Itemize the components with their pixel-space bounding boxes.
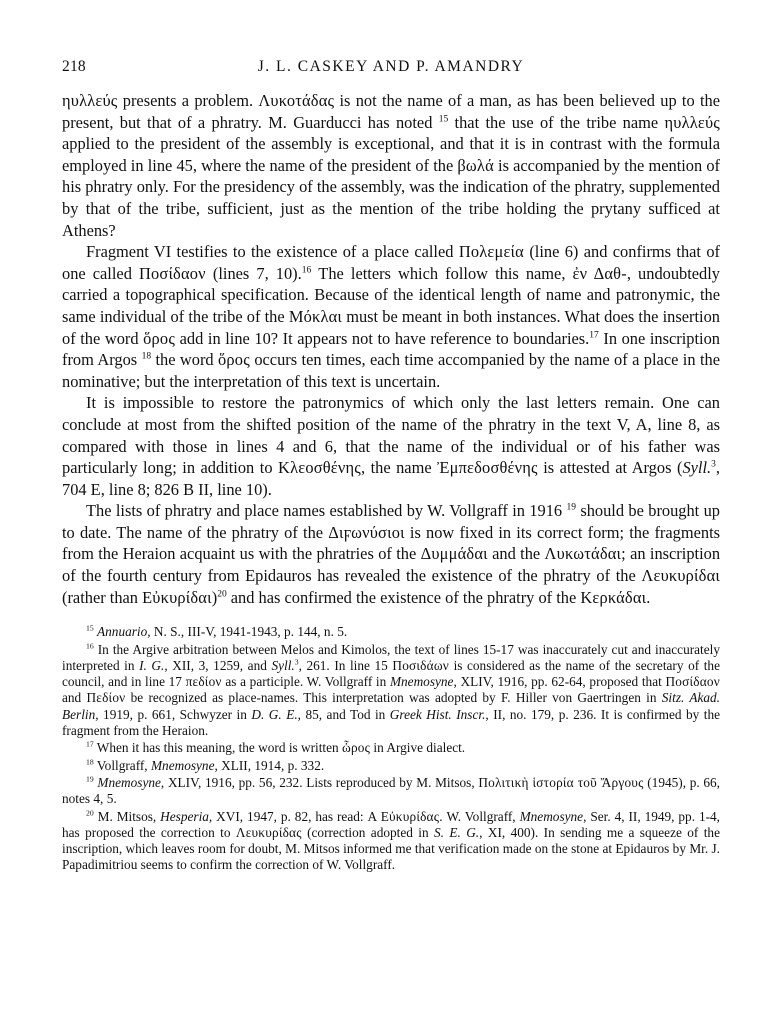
- text-run: It is impossible to restore the patronymics of which only the last letters remain. One can conclude at most from the shifted position of the name of the phratry in the text V, A, line 8, as compared with those in lines 4 and 6, that the name of the individual or of his father was particularly long; in addition to: [62, 393, 720, 478]
- text-run: in Argive dialect.: [370, 740, 466, 756]
- greek-text: Δυμμάδαι: [420, 544, 488, 564]
- italic-text: Mnemosyne: [97, 774, 161, 790]
- italic-text: Annuario: [97, 624, 148, 640]
- text-run: , XI, 400). In sending me a squeeze of the inscription, which leaves room for doubt, M. Mitsos informed me that verification made on the stone at Epidauros by Mr. J. Papadimitriou seems to confirm the correction of W. Vollgraff.: [62, 824, 720, 873]
- text-run: (rather than: [62, 587, 143, 607]
- greek-text: Κερκάδαι: [580, 587, 647, 607]
- footnote-ref: 3: [711, 459, 716, 470]
- paragraph: [62, 241, 720, 392]
- greek-text: ἐν Δαθ-: [572, 263, 627, 283]
- footnotes: [62, 624, 720, 873]
- text-run: that the use of the tribe name: [448, 112, 665, 132]
- text-run: , XLIV, 1916, pp. 56, 232. Lists reproduced by M. Mitsos,: [160, 774, 479, 790]
- text-run: is attested at Argos (: [537, 458, 683, 478]
- text-run: , 1919, p. 661, Schwyzer in: [95, 706, 252, 722]
- text-run: the word: [151, 350, 219, 370]
- footnote-ref: 18: [86, 757, 94, 767]
- paragraph: [62, 500, 720, 608]
- text-run: , 261. In line 15: [298, 657, 393, 673]
- greek-text: Ἐμπεδοσθένης: [437, 458, 538, 478]
- text-run: When it has this meaning, the word is written: [93, 740, 342, 756]
- greek-text: Πολεμεία: [458, 242, 524, 262]
- greek-text: Εὐκυρίδαι: [142, 587, 212, 607]
- footnote-ref: 16: [86, 641, 94, 651]
- greek-text: ὅρος: [143, 328, 176, 348]
- footnote-ref: 18: [141, 351, 152, 362]
- text-run: .: [646, 587, 651, 607]
- text-run: ; an inscription of the fourth century from Epidauros has revealed the existence of the phratry of the: [62, 544, 721, 586]
- footnote-ref: 15: [438, 114, 449, 125]
- footnote-ref: 17: [589, 330, 599, 341]
- italic-text: Mnemosyne: [150, 757, 215, 773]
- page: [62, 58, 720, 874]
- greek-text: Ποσιδάων: [392, 657, 449, 673]
- greek-text: ὅρος: [218, 350, 250, 370]
- text-run: , 704 E, line 8; 826 B II, line 10).: [62, 458, 720, 499]
- greek-text: Πεδίον: [86, 690, 126, 706]
- text-run: and has confirmed the existence of the phratry of the: [226, 587, 581, 607]
- italic-text: Sitz. Akad. Berlin: [62, 690, 720, 722]
- italic-text: I. G.: [139, 657, 165, 673]
- footnote: [62, 642, 720, 740]
- paragraph: [62, 90, 720, 241]
- text-run: M. Mitsos,: [93, 808, 161, 824]
- greek-text: βωλά: [457, 155, 494, 175]
- text-run: , Ser. 4, II, 1949, pp. 1-4, has proposed the correction to: [62, 808, 721, 840]
- text-run: is not the name of a man, as has been believed up to the present, but that of a phratry. M. Guarducci has noted: [62, 91, 720, 132]
- running-title: J. L. CASKEY AND P. AMANDRY: [257, 58, 525, 75]
- text-run: and the: [487, 544, 545, 564]
- page-number: 218: [62, 58, 86, 75]
- text-run: is accompanied by the mention of his phratry only. For the presidency of the assembly, was the indication of the phratry, supplemented by that of the tribe, sufficient, just as the mention of the tribe holding the prytany sufficed at Athens?: [62, 155, 721, 240]
- italic-text: Hesperia: [160, 808, 209, 824]
- text-run: (correction adopted in: [301, 824, 435, 840]
- greek-text: Μόκλαι: [288, 306, 343, 326]
- italic-text: D. G. E.: [251, 706, 298, 722]
- text-run: . W. Vollgraff,: [439, 808, 520, 824]
- text-run: The lists of phratry and place names established by W. Vollgraff in 1916: [86, 501, 567, 521]
- text-run: (1945), p. 66, notes 4, 5.: [62, 774, 721, 807]
- text-run: should be brought up to date. The name of the phratry of the: [62, 501, 720, 542]
- footnote: [62, 758, 720, 774]
- text-run: and: [62, 690, 87, 706]
- greek-text: ηυλλεύς: [664, 112, 720, 132]
- footnote: [62, 775, 720, 808]
- footnote: [62, 624, 720, 640]
- footnote-ref: 16: [301, 265, 312, 276]
- text-run: presents a problem.: [117, 91, 259, 110]
- greek-text: Ποσίδαον: [665, 674, 720, 690]
- text-run: Vollgraff,: [93, 757, 151, 773]
- text-run: must be meant in both instances. What does the insertion of the word: [62, 306, 720, 348]
- greek-text: Ποσίδαον: [138, 263, 206, 283]
- greek-text: Α Εὐκυρίδας: [367, 808, 440, 824]
- text-run: , undoubtedly carried a topographical specification. Because of the identical length of name and patronymic, the same individual of the tribe of the: [62, 263, 720, 326]
- text-run: (line 6) and confirms that of one called: [62, 242, 721, 283]
- footnote-ref: 3: [294, 657, 299, 667]
- text-run: as a participle. W. Vollgraff in: [221, 674, 390, 690]
- running-header: [62, 58, 720, 82]
- greek-text: Λυκωτάδαι: [544, 544, 622, 564]
- text-run: be recognized as place-names. This interpretation was adopted by F. Hiller von Gaertringen in: [125, 690, 662, 706]
- text-run: add in line 10? It appears not to have reference to boundaries.: [175, 328, 590, 348]
- paragraph: [62, 392, 720, 500]
- greek-text: Λευκυρίδας: [235, 824, 302, 840]
- footnote-ref: 20: [86, 808, 94, 818]
- italic-text: Mnemosyne: [389, 674, 454, 690]
- text-run: , XLII, 1914, p. 332.: [214, 757, 325, 773]
- text-run: , XII, 3, 1259, and: [164, 657, 272, 673]
- footnote-ref: 19: [566, 502, 576, 513]
- text-run: ): [211, 587, 218, 607]
- footnote: [62, 740, 720, 756]
- text-run: , the name: [360, 458, 438, 478]
- footnote-ref: 19: [86, 774, 94, 784]
- text-run: occurs ten times, each time accompanied by the name of a place in the nominative; but the interpretation of this text is uncertain.: [62, 350, 720, 391]
- text-run: , XVI, 1947, p. 82, has read:: [208, 808, 368, 824]
- text-run: , II, no. 179, p. 236. It is confirmed by the fragment from the Heraion.: [62, 706, 721, 739]
- greek-text: Πολιτικὴ ἱστορία τοῦ Ἄργους: [478, 774, 644, 790]
- main-text: [62, 90, 720, 608]
- text-run: applied to the president of the assembly is exceptional, and that it is in contrast with the formula employed in line 45, where the name of the president of the: [62, 134, 720, 175]
- greek-text: ηυλλεύς: [62, 91, 118, 110]
- greek-text: Κλεοσθένης: [278, 458, 361, 478]
- italic-text: Greek Hist. Inscr.: [389, 706, 486, 722]
- text-run: The letters which follow this name,: [311, 263, 573, 283]
- footnote-ref: 15: [86, 623, 94, 633]
- text-run: Fragment VI testifies to the existence of a place called: [86, 242, 459, 262]
- italic-text: S. E. G.: [434, 824, 480, 840]
- text-run: In one inscription from Argos: [62, 328, 720, 370]
- greek-text: Λυκοτάδας: [258, 91, 335, 110]
- text-run: , N. S., III-V, 1941-1943, p. 144, n. 5.: [147, 624, 348, 640]
- greek-text: πεδίον: [185, 674, 222, 690]
- italic-text: Syll.: [271, 657, 295, 673]
- greek-text: ὧρος: [342, 740, 371, 756]
- text-run: is considered as the name of the secretary of the council, and in line 17: [62, 657, 720, 690]
- text-run: In the Argive arbitration between Melos and Kimolos, the text of lines 15-17 was inaccurately cut and inaccurately interpreted in: [62, 641, 720, 673]
- footnote-ref: 17: [86, 739, 94, 749]
- text-run: is now fixed in its correct form; the fragments from the Heraion acquaint us with the phratries of the: [62, 522, 720, 564]
- greek-text: Λευκυρίδαι: [641, 566, 720, 586]
- italic-text: Mnemosyne: [519, 808, 584, 824]
- text-run: , XLIV, 1916, pp. 62-64, proposed that: [453, 674, 666, 690]
- text-run: , 85, and Tod in: [297, 706, 390, 722]
- footnote-ref: 20: [217, 589, 227, 600]
- italic-text: Syll.: [682, 458, 712, 478]
- text-run: (lines 7, 10).: [205, 263, 302, 283]
- footnote: [62, 809, 720, 874]
- greek-text: Διϝωνύσιοι: [328, 522, 405, 542]
